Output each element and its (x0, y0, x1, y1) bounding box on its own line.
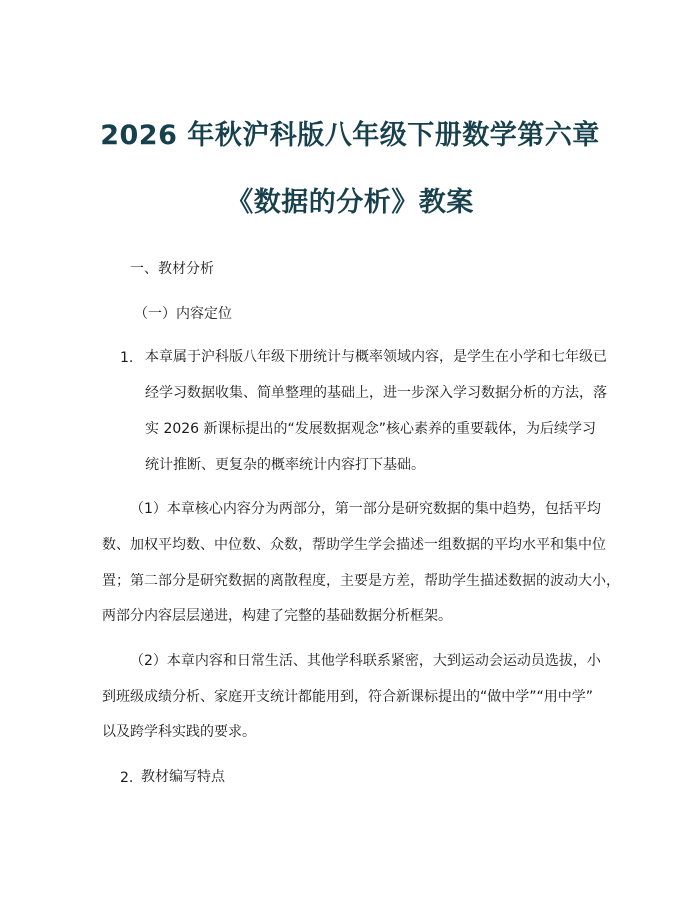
paragraph-line: 本章属于沪科版八年级下册统计与概率领域内容，是学生在小学和七年级已 (145, 349, 607, 365)
document-title-line-2: 《数据的分析》教案 (226, 187, 474, 218)
list-number: 1. (120, 350, 134, 366)
paragraph-line: 数、加权平均数、中位数、众数，帮助学生学会描述一组数据的平均水平和集中位 (102, 537, 606, 553)
paragraph-line: （1）本章核心内容分为两部分，第一部分是研究数据的集中趋势，包括平均 (130, 501, 601, 517)
paragraph-line: 实 2026 新课标提出的“发展数据观念”核心素养的重要载体，为后续学习 (145, 421, 597, 437)
paragraph-line: 以及跨学科实践的要求。 (102, 724, 256, 740)
list-number: 2. (120, 770, 134, 786)
paragraph-line: 置；第二部分是研究数据的离散程度，主要是方差，帮助学生描述数据的波动大小， (102, 573, 620, 589)
section-heading: 一、教材分析 (130, 261, 214, 277)
document-title-line-1: 2026 年秋沪科版八年级下册数学第六章 (100, 120, 600, 151)
subsection-heading: （一）内容定位 (134, 306, 232, 322)
paragraph-line: 统计推断、更复杂的概率统计内容打下基础。 (145, 457, 425, 473)
item-label: 教材编写特点 (141, 769, 225, 785)
paragraph-line: （2）本章内容和日常生活、其他学科联系紧密，大到运动会运动员选拔，小 (130, 653, 601, 669)
paragraph-line: 到班级成绩分析、家庭开支统计都能用到，符合新课标提出的“做中学”“用中学” (102, 689, 594, 705)
paragraph-line: 两部分内容层层递进，构建了完整的基础数据分析框架。 (102, 608, 452, 624)
paragraph-line: 经学习数据收集、简单整理的基础上，进一步深入学习数据分析的方法，落 (145, 385, 607, 401)
